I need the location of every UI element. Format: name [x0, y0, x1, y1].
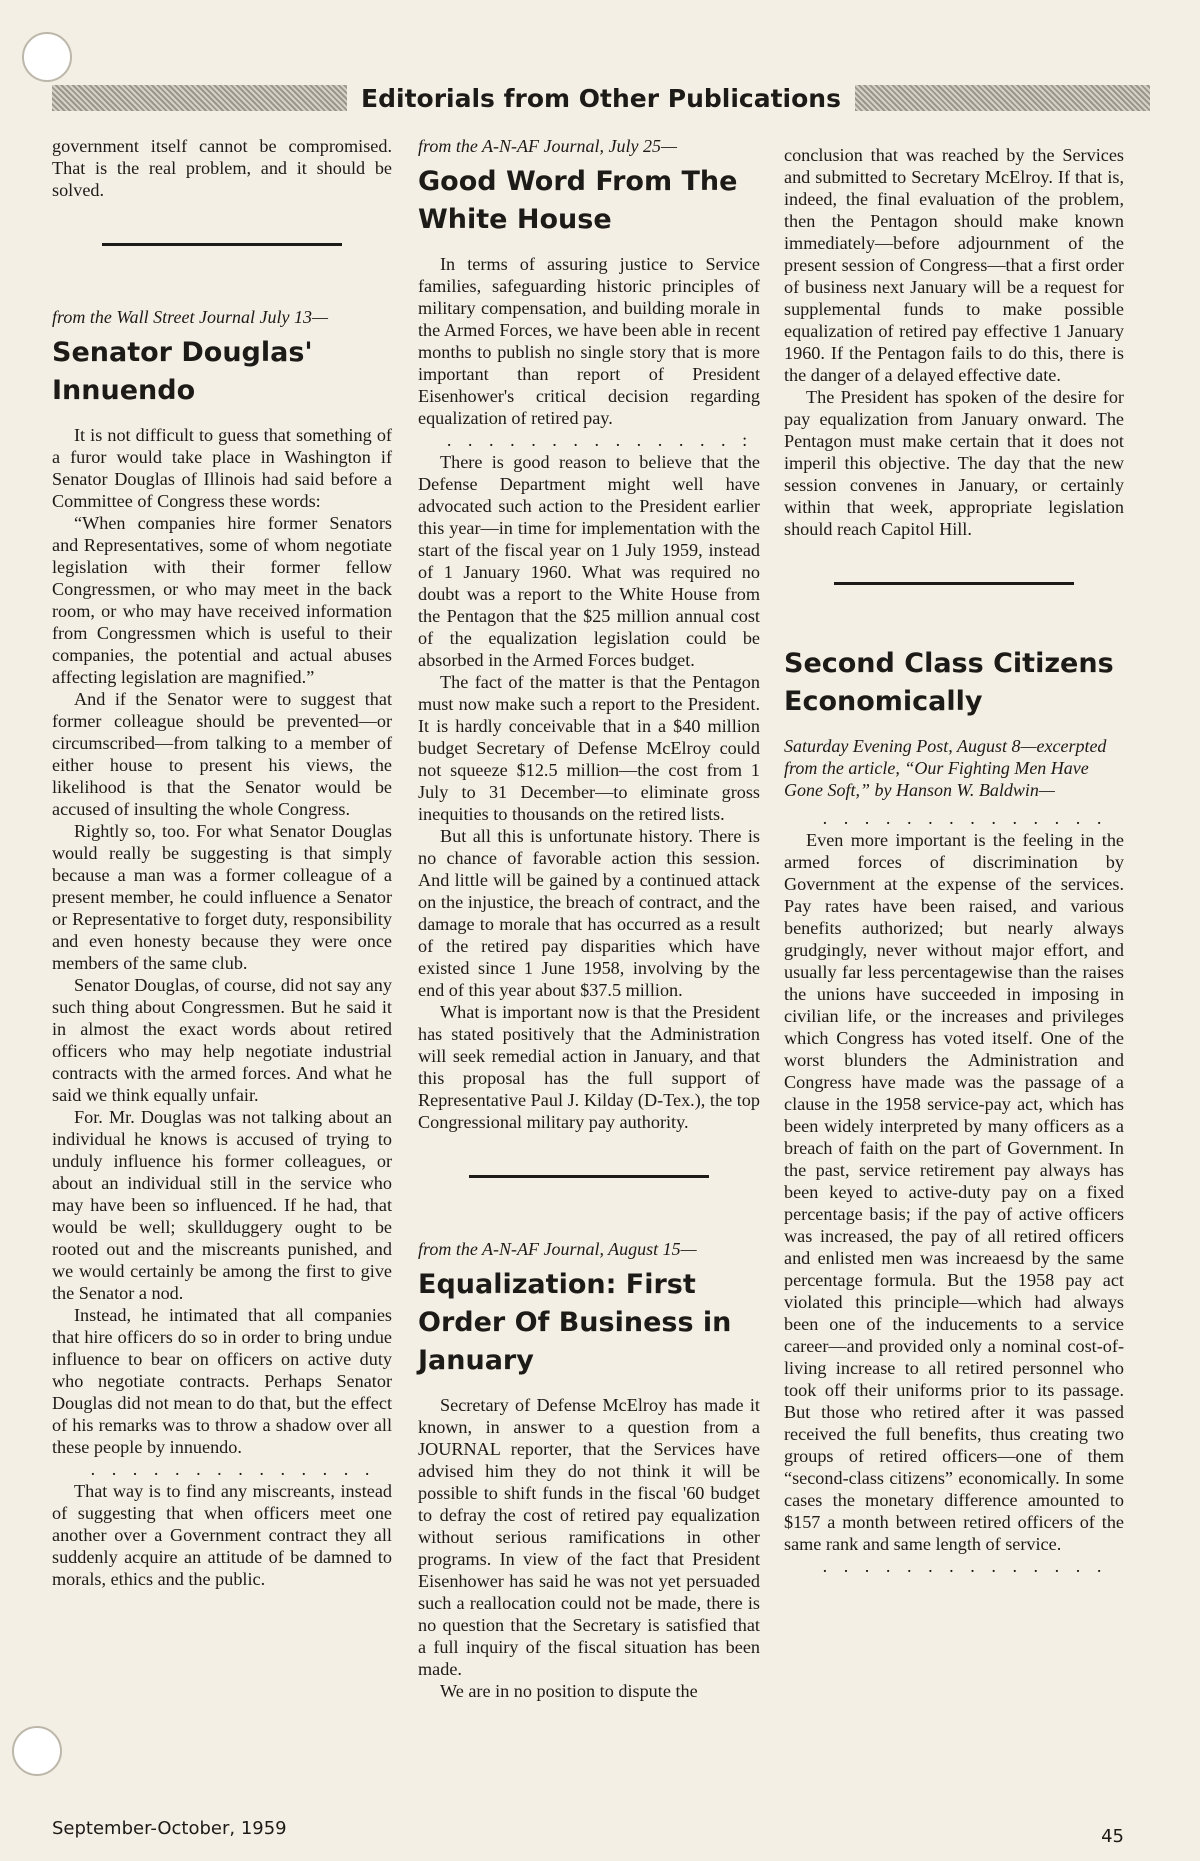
page-number: 45 [1101, 1826, 1124, 1847]
dot-separator: . . . . . . . . . . . . . . [822, 808, 1108, 828]
paragraph: government itself cannot be compromised. That is the real problem, and it should be solved. [52, 136, 392, 200]
article-source: from the A-N-AF Journal, August 15— [418, 1239, 697, 1259]
paragraph: Even more important is the feeling in the armed forces of discrimination by Government at the expense of the services. Pay rates have been raised, and various benefits authorized; but nearly always grudgingly, never without major effort, and usually far less percentagewise than the raises the unions have succeeded in imposing in civilian life, or the increases and privileges which Congress has voted itself. One of the worst blunders the Administration and Congress have made was the passage of a clause in the 1958 service-pay act, which has been widely interpreted by many officers as a breach of faith on the part of Government. In the past, service retirement pay always has been keyed to active-duty pay on a fixed percentage basis; if the pay of active officers was increased, the pay of all retired officers and enlisted men was increaesd by the same percentage formula. But the 1958 pay act violated this principle—which had always been one of the inducements to a service career—and provided only a nominal cost-of-living increase to all retired personnel who took off their uniforms prior to its passage. But those who retired after it was passed received the full benefits, thus creating two groups of retired officers—one of them “second-class citizens” economically. In some cases the monetary difference amounted to $157 a month between retired officers of the same rank and same length of service. [784, 830, 1124, 1554]
column-3 [784, 144, 1124, 1577]
divider-rule [834, 582, 1074, 585]
column-1 [52, 135, 392, 1590]
paragraph: The President has spoken of the desire for pay equalization from January onward. The Pentagon must make certain that it does not imperil this objective. The day that the new session convenes in January, or certainly within that week, appropriate legislation should reach Capitol Hill. [784, 387, 1124, 539]
article-headline: Equalization: First Order Of Business in January [418, 1269, 732, 1376]
divider-rule [102, 243, 342, 246]
paragraph: “When companies hire former Senators and Representatives, some of whom negotiate legislation with their former fellow Congressmen, or who may meet in the back room, or who may have received information from Congressmen which is useful to their companies, the potential and actual abuses affecting legislation are magnified.” [52, 513, 392, 687]
article-headline: Good Word From The White House [418, 166, 738, 235]
paragraph: Rightly so, too. For what Senator Douglas would really be suggesting is that simply because a man was a former colleague of a present member, he could influence a Senator or Representative to forget duty, responsibility and even honesty because they were once members of the same club. [52, 821, 392, 973]
issue-date: September-October, 1959 [52, 1818, 287, 1839]
paragraph: For. Mr. Douglas was not talking about an individual he knows is accused of trying to unduly influence his former colleagues, or about an individual still in the service who may have been so influenced. If he had, that would be well; skullduggery ought to be rooted out and the miscreants punished, and we would certainly be among the first to give the Senator a nod. [52, 1107, 392, 1303]
dot-separator: . . . . . . . . . . . . . . : [446, 430, 754, 450]
header-bar-right [855, 85, 1150, 111]
dot-separator: . . . . . . . . . . . . . . [822, 1556, 1108, 1576]
binder-hole-top [22, 32, 72, 82]
article-source: from the A-N-AF Journal, July 25— [418, 136, 677, 156]
header-bar-left [52, 85, 347, 111]
dot-separator: . . . . . . . . . . . . . . [90, 1459, 376, 1479]
paragraph: There is good reason to believe that the Defense Department might well have advocated such action to the President earlier this year—in time for implementation with the start of the fiscal year on 1 July 1959, instead of 1 January 1960. What was required no doubt was a report to the White House from the Pentagon that the $25 million annual cost of the equalization legislation could be absorbed in the Armed Forces budget. [418, 452, 760, 670]
paragraph: And if the Senator were to suggest that former colleague should be prevented—or circumscribed—from talking to a member of either house to present his views, the likelihood is that the Senator would be accused of insulting the whole Congress. [52, 689, 392, 819]
article-source: from the Wall Street Journal July 13— [52, 307, 328, 327]
paragraph: In terms of assuring justice to Service families, safeguarding historic principles of military compensation, and building morale in the Armed Forces, we have been able in recent months to publish no single story that is more important than report of President Eisenhower's critical decision regarding equalization of retired pay. [418, 254, 760, 428]
section-header [52, 78, 1150, 118]
paragraph: The fact of the matter is that the Pentagon must now make such a report to the President. It is hardly conceivable that in a $40 million budget Secretary of Defense McElroy could not squeeze $12.5 million—the cost from 1 July to 31 December—to eliminate gross inequities to thousands on the retired lists. [418, 672, 760, 824]
article-source: Saturday Evening Post, August 8—excerpted from the article, “Our Fighting Men Have Gone Soft,” by Hanson W. Baldwin— [784, 736, 1107, 800]
paragraph: Secretary of Defense McElroy has made it known, in answer to a question from a JOURNAL reporter, that the Services have advised him they do not think it will be possible to shift funds in the fiscal '60 budget to defray the cost of retired pay equalization without serious ramifications in other programs. In view of the fact that President Eisenhower has said he was not yet persuaded such a reallocation could not be made, there is no question that the Secretary is satisfied that a full inquiry of the fiscal situation has been made. [418, 1395, 760, 1679]
paragraph: conclusion that was reached by the Services and submitted to Secretary McElroy. If that is, indeed, the final evaluation of the problem, then the Pentagon should make known immediately—before adjournment of the present session of Congress—that a first order of business next January will be a request for supplemental funds to make possible equalization of retired pay effective 1 January 1960. If the Pentagon fails to do this, there is the danger of a delayed effective date. [784, 145, 1124, 385]
binder-hole-bottom [12, 1726, 62, 1776]
article-headline: Second Class Citizens Economically [784, 648, 1114, 717]
paragraph: But all this is unfortunate history. There is no chance of favorable action this session. And little will be gained by a continued attack on the injustice, the breach of contract, and the damage to morale that has occurred as a result of the retired pay disparities which have existed since 1 June 1958, involving by the end of this year about $37.5 million. [418, 826, 760, 1000]
paragraph: It is not difficult to guess that something of a furor would take place in Washington if Senator Douglas of Illinois had said before a Committee of Congress these words: [52, 425, 392, 511]
section-title: Editorials from Other Publications [361, 83, 841, 113]
paragraph: Senator Douglas, of course, did not say any such thing about Congressmen. But he said it in almost the exact words about retired officers who may help negotiate industrial contracts with the armed forces. And what he said we think equally unfair. [52, 975, 392, 1105]
column-2 [418, 135, 760, 1702]
paragraph: What is important now is that the President has stated positively that the Administration will seek remedial action in January, and that this proposal has the full support of Representative Paul J. Kilday (D-Tex.), the top Congressional military pay authority. [418, 1002, 760, 1132]
paragraph: We are in no position to dispute the [440, 1681, 698, 1701]
paragraph: That way is to find any miscreants, instead of suggesting that when officers meet one another over a Government contract they all suddenly acquire an attitude of be damned to morals, ethics and the public. [52, 1481, 392, 1589]
divider-rule [469, 1175, 709, 1178]
paragraph: Instead, he intimated that all companies that hire officers do so in order to bring undue influence to bear on officers on active duty who negotiate contracts. Perhaps Senator Douglas did not mean to do that, but the effect of his remarks was to throw a shadow over all these people by innuendo. [52, 1305, 392, 1457]
article-headline: Senator Douglas' Innuendo [52, 337, 313, 406]
